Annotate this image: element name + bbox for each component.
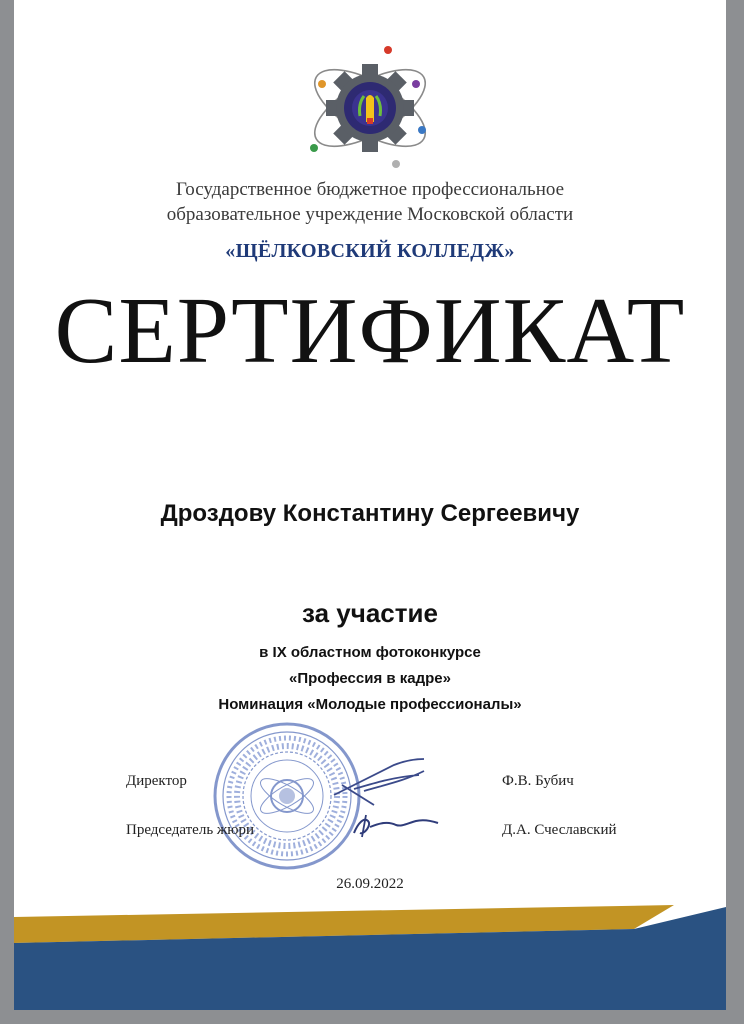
director-name: Ф.В. Бубич <box>502 773 574 789</box>
org-name-line-1: Государственное бюджетное профессиональное <box>175 179 565 200</box>
issue-date: 26.09.2022 <box>336 876 404 892</box>
jury-chair-name: Д.А. Счеславский <box>502 822 617 838</box>
event-name: «Профессия в кадре» <box>289 670 451 687</box>
org-name-line-2: образовательное учреждение Московской области <box>166 204 574 225</box>
nomination: Номинация «Молодые профессионалы» <box>218 696 522 713</box>
certificate-page <box>14 0 726 1010</box>
college-logo-icon <box>304 44 436 172</box>
recipient-name: Дроздову Константину Сергеевичу <box>160 500 580 527</box>
college-name: «ЩЁЛКОВСКИЙ КОЛЛЕДЖ» <box>225 240 515 262</box>
decorative-bands <box>14 895 726 1010</box>
signature-icon <box>324 755 454 845</box>
certificate-title: СЕРТИФИКАТ <box>54 279 686 383</box>
participation-label: за участие <box>302 598 438 628</box>
event-line: в IX областном фотоконкурсе <box>259 644 481 661</box>
jury-chair-label: Председатель жюри <box>126 822 255 838</box>
director-label: Директор <box>126 773 187 789</box>
